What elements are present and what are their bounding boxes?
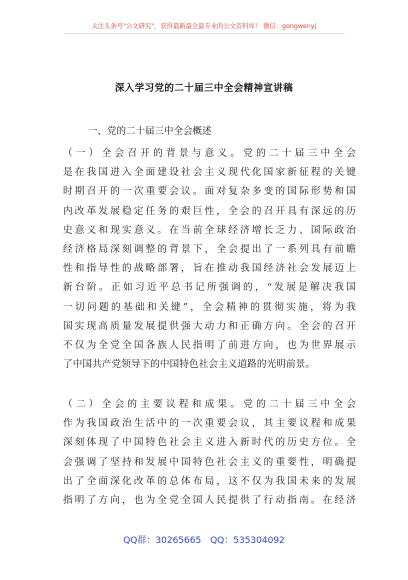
header-note: 关注头条号"公文研究"，获得最新最全最专业的公文资料库！ 微信：gongwenyj xyxy=(91,23,317,30)
text-line: 不仅为全党全国各族人民指明了前进方向，也为世界展示 xyxy=(63,340,356,352)
text-line: 了中国共产党领导下的中国特色社会主义道路的光明前景。 xyxy=(63,359,316,371)
text-line: 作为我国政治生活中的一次重要会议，其主要议程和成果 xyxy=(63,418,356,430)
text-line: （一）全会召开的背景与意义。党的二十届三中全会 xyxy=(63,148,356,159)
header-divider xyxy=(64,33,344,34)
text-line: （二）全会的主要议程和成果。党的二十届三中全会 xyxy=(63,399,356,410)
text-line: 经济格局深刻调整的背景下，全会提出了一系列具有前瞻 xyxy=(63,244,356,256)
text-line: 新台阶。正如习近平总书记所强调的，“发展是解决我国 xyxy=(63,282,356,294)
text-line: 史意义和现实意义。在当前全球经济增长乏力、国际政治 xyxy=(63,224,356,236)
document-title: 深入学习党的二十届三中全会精神宣讲稿 xyxy=(114,83,294,94)
qq-group-number: QQ群：30265665 xyxy=(123,536,202,546)
paragraph-agenda xyxy=(63,395,356,510)
text-line: 是在我国进入全面建设社会主义现代化国家新征程的关键 xyxy=(63,167,356,179)
text-line: 会强调了坚持和发展中国特色社会主义的重要性，明确提 xyxy=(63,456,356,468)
qq-number: QQ：535304092 xyxy=(210,536,285,546)
text-line: 时期召开的一次重要会议。面对复杂多变的国际形势和国 xyxy=(63,186,356,198)
paragraph-background xyxy=(63,144,356,374)
text-line: 国实现高质量发展提供强大动力和正确方向。全会的召开 xyxy=(63,320,356,332)
text-line: 出了全面深化改革的总体布局，这不仅为我国未来的发展 xyxy=(63,475,356,487)
text-line: 性和指导性的战略部署，旨在推动我国经济社会发展迈上 xyxy=(63,263,356,275)
text-line: 指明了方向，也为全党全国人民提供了行动指南。在经济 xyxy=(63,495,356,507)
text-line: 内改革发展稳定任务的艰巨性，全会的召开具有深远的历 xyxy=(63,205,356,217)
text-line: 一切问题的基础和关键”，全会精神的贯彻实施，将为我 xyxy=(63,301,356,313)
section-heading: 一、党的二十届三中全会概述 xyxy=(88,126,212,137)
footer-contact xyxy=(0,533,408,546)
text-line: 深刻体现了中国特色社会主义进入新时代的历史方位。全 xyxy=(63,437,356,449)
